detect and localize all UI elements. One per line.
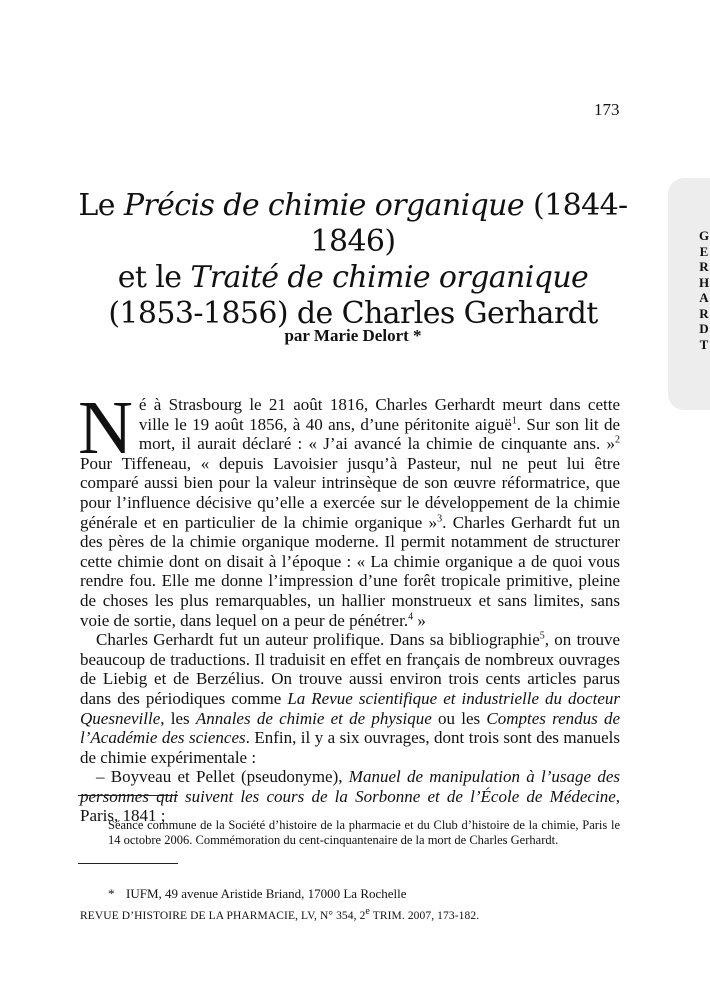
footnote-affiliation [108, 886, 407, 902]
body-text: . Charles Gerhardt fut un des pères de la chimie organique moderne. Il permit notamment de structurer cette chimie dont on disait à l’époque : « La chimie organique a de quoi vous rendre fou. Elle me donne l’impression d’une forêt tropicale primitive, pleine de choses les plus remarquables, un hallier monstrueux et sans limites, sans voie de sortie, dans lequel on a peur de pénétrer. [80, 512, 620, 630]
article-title [40, 188, 666, 332]
title-line-3: (1853-1856) de Charles Gerhardt [108, 296, 598, 331]
periodical-title: Comptes rendus de l’Académie des sciences [80, 708, 620, 748]
title-line-1 [78, 188, 627, 259]
book-title: Manuel de manipulation à l’usage des personnes qui suivent les cours de la Sorbonne et de l’École de Médecine [80, 767, 620, 806]
side-tab-letter: A [699, 290, 709, 305]
journal-sup: e [365, 906, 370, 918]
periodical-title: La Revue scientifique et industrielle du docteur Quesneville [80, 688, 620, 728]
footnote-ref-1[interactable]: 1 [511, 414, 517, 426]
periodical-title: Annales de chimie et de physique [195, 708, 432, 728]
title-line-2 [118, 260, 588, 295]
body-text: . Enfin, il y a six ouvrages, dont trois sont des manuels de chimie expérimentale : [80, 728, 620, 767]
journal-text: REVUE D’HISTOIRE DE LA PHARMACIE, LV, N° 354, 2 [80, 910, 366, 922]
side-tab-letter: G [698, 228, 710, 243]
journal-text: TRIM. 2007, 173-182. [369, 910, 480, 922]
side-tab-letter: T [699, 336, 709, 352]
title-text: Le [78, 188, 124, 223]
affiliation-text: IUFM, 49 avenue Aristide Briand, 17000 La Rochelle [126, 886, 407, 901]
body-text: » [413, 610, 426, 630]
body-text: , Paris, 1841 ; [80, 786, 620, 826]
body-text: , les [160, 708, 196, 728]
paragraph-2 [80, 630, 620, 767]
body-text: ou les [431, 708, 487, 728]
side-tab-letter: R [699, 259, 709, 274]
side-tab-letter: E [699, 243, 709, 259]
page-number: 173 [594, 100, 620, 119]
title-italic-work: Précis de chimie organique [123, 188, 525, 223]
title-text: et le [117, 260, 191, 295]
footnote-ref-2[interactable]: 2 [615, 434, 620, 446]
side-tab-letter: D [699, 321, 709, 336]
body-text: Charles Gerhardt fut un auteur prolifique. Dans sa bibliographie [96, 630, 540, 650]
footnote-ref-5[interactable]: 5 [539, 630, 545, 642]
footnote-ref-4[interactable]: 4 [408, 610, 414, 622]
footnote-seance: Séance commune de la Société d’histoire de la pharmacie et du Club d’histoire de la chimie, Paris le 14 octobre 2006. Commémoration du cent-cinquantenaire de la mort de Charles Gerhardt. [108, 818, 620, 847]
body-text: Pour Tiffeneau, « depuis Lavoisier jusqu’à Pasteur, nul ne peut lui être comparé aussi bien pour la valeur intrinsèque de son œuvre réformatrice, que pour l’influence décisive qu’elle a exercée sur le développement de la chimie générale et en particulier de la chimie organique » [80, 453, 620, 532]
drop-cap: N [78, 386, 133, 470]
journal-citation [80, 906, 480, 922]
body-text: – Boyveau et Pellet (pseudonyme), [96, 767, 349, 787]
footnote-ref-3[interactable]: 3 [437, 512, 443, 524]
title-text: (1844-1846) [310, 188, 628, 259]
body-text: . Sur son lit de mort, il aurait déclaré : « J’ai avancé la chimie de cinquante ans. » [138, 414, 621, 454]
article-body [78, 386, 621, 826]
asterisk-marker: * [108, 886, 115, 901]
paragraph-1 [78, 386, 621, 630]
side-tab-letter: H [698, 274, 710, 290]
side-tab-letter: R [699, 305, 709, 321]
footnote-divider [78, 795, 178, 796]
body-text: , on trouve beaucoup de traductions. Il traduisit en effet en français de nombreux ouvrages de Liebig et de Berzélius. On trouve aussi environ trois cents articles parus dans des périodiques comme [80, 630, 620, 708]
title-italic-work: Traité de chimie organique [190, 260, 589, 295]
author-byline: par Marie Delort * [284, 326, 422, 345]
footnote-divider [78, 863, 178, 864]
body-text: é à Strasbourg le 21 août 1816, Charles Gerhardt meurt dans cette ville le 19 août 1856, à 40 ans, d’une péritonite aiguë [138, 395, 620, 434]
